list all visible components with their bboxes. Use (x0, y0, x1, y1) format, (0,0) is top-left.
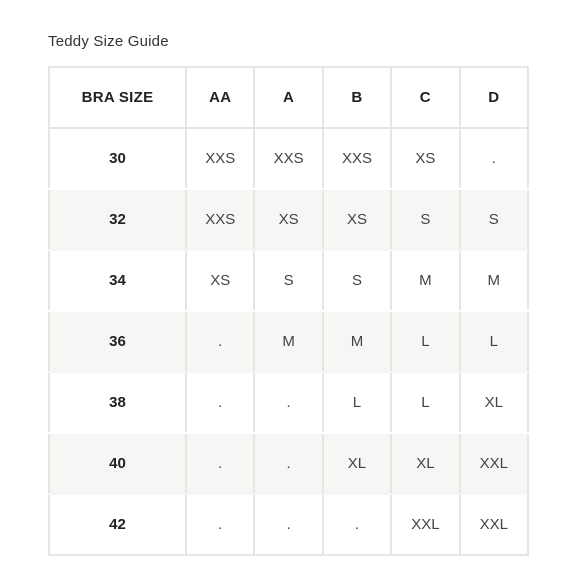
size-cell: . (186, 433, 254, 494)
size-cell: . (254, 372, 322, 433)
size-cell: XL (323, 433, 391, 494)
size-cell: XS (254, 189, 322, 250)
band-size-cell: 32 (49, 189, 186, 250)
size-cell: S (391, 189, 459, 250)
band-size-cell: 40 (49, 433, 186, 494)
table-row (49, 311, 528, 372)
table-row (49, 250, 528, 311)
band-size-cell: 30 (49, 128, 186, 189)
header-cup-b: B (323, 67, 391, 128)
table-row (49, 494, 528, 555)
band-size-cell: 38 (49, 372, 186, 433)
table-row (49, 128, 528, 189)
size-cell: XXS (186, 189, 254, 250)
header-cup-aa: AA (186, 67, 254, 128)
size-cell: XXS (323, 128, 391, 189)
size-cell: XXS (186, 128, 254, 189)
size-cell: XS (186, 250, 254, 311)
header-row (49, 67, 528, 128)
size-cell: M (323, 311, 391, 372)
band-size-cell: 34 (49, 250, 186, 311)
size-cell: . (460, 128, 528, 189)
size-cell: L (391, 372, 459, 433)
size-cell: . (186, 372, 254, 433)
header-bra-size: BRA SIZE (49, 67, 186, 128)
size-cell: M (254, 311, 322, 372)
table-row (49, 372, 528, 433)
table-row (49, 189, 528, 250)
size-cell: XXL (460, 494, 528, 555)
size-cell: L (460, 311, 528, 372)
size-cell: M (460, 250, 528, 311)
size-cell: XXL (391, 494, 459, 555)
size-cell: . (186, 311, 254, 372)
size-cell: XL (460, 372, 528, 433)
size-cell: XL (391, 433, 459, 494)
band-size-cell: 36 (49, 311, 186, 372)
size-cell: . (186, 494, 254, 555)
header-cup-a: A (254, 67, 322, 128)
size-cell: L (391, 311, 459, 372)
size-cell: S (460, 189, 528, 250)
size-cell: XXS (254, 128, 322, 189)
size-cell: S (323, 250, 391, 311)
size-cell: XS (323, 189, 391, 250)
size-cell: XXL (460, 433, 528, 494)
size-cell: XS (391, 128, 459, 189)
size-cell: S (254, 250, 322, 311)
size-cell: L (323, 372, 391, 433)
band-size-cell: 42 (49, 494, 186, 555)
size-cell: M (391, 250, 459, 311)
size-cell: . (254, 494, 322, 555)
header-cup-c: C (391, 67, 459, 128)
header-cup-d: D (460, 67, 528, 128)
size-guide-table (48, 66, 529, 556)
page-title: Teddy Size Guide (48, 33, 169, 50)
table-row (49, 433, 528, 494)
size-cell: . (323, 494, 391, 555)
size-cell: . (254, 433, 322, 494)
